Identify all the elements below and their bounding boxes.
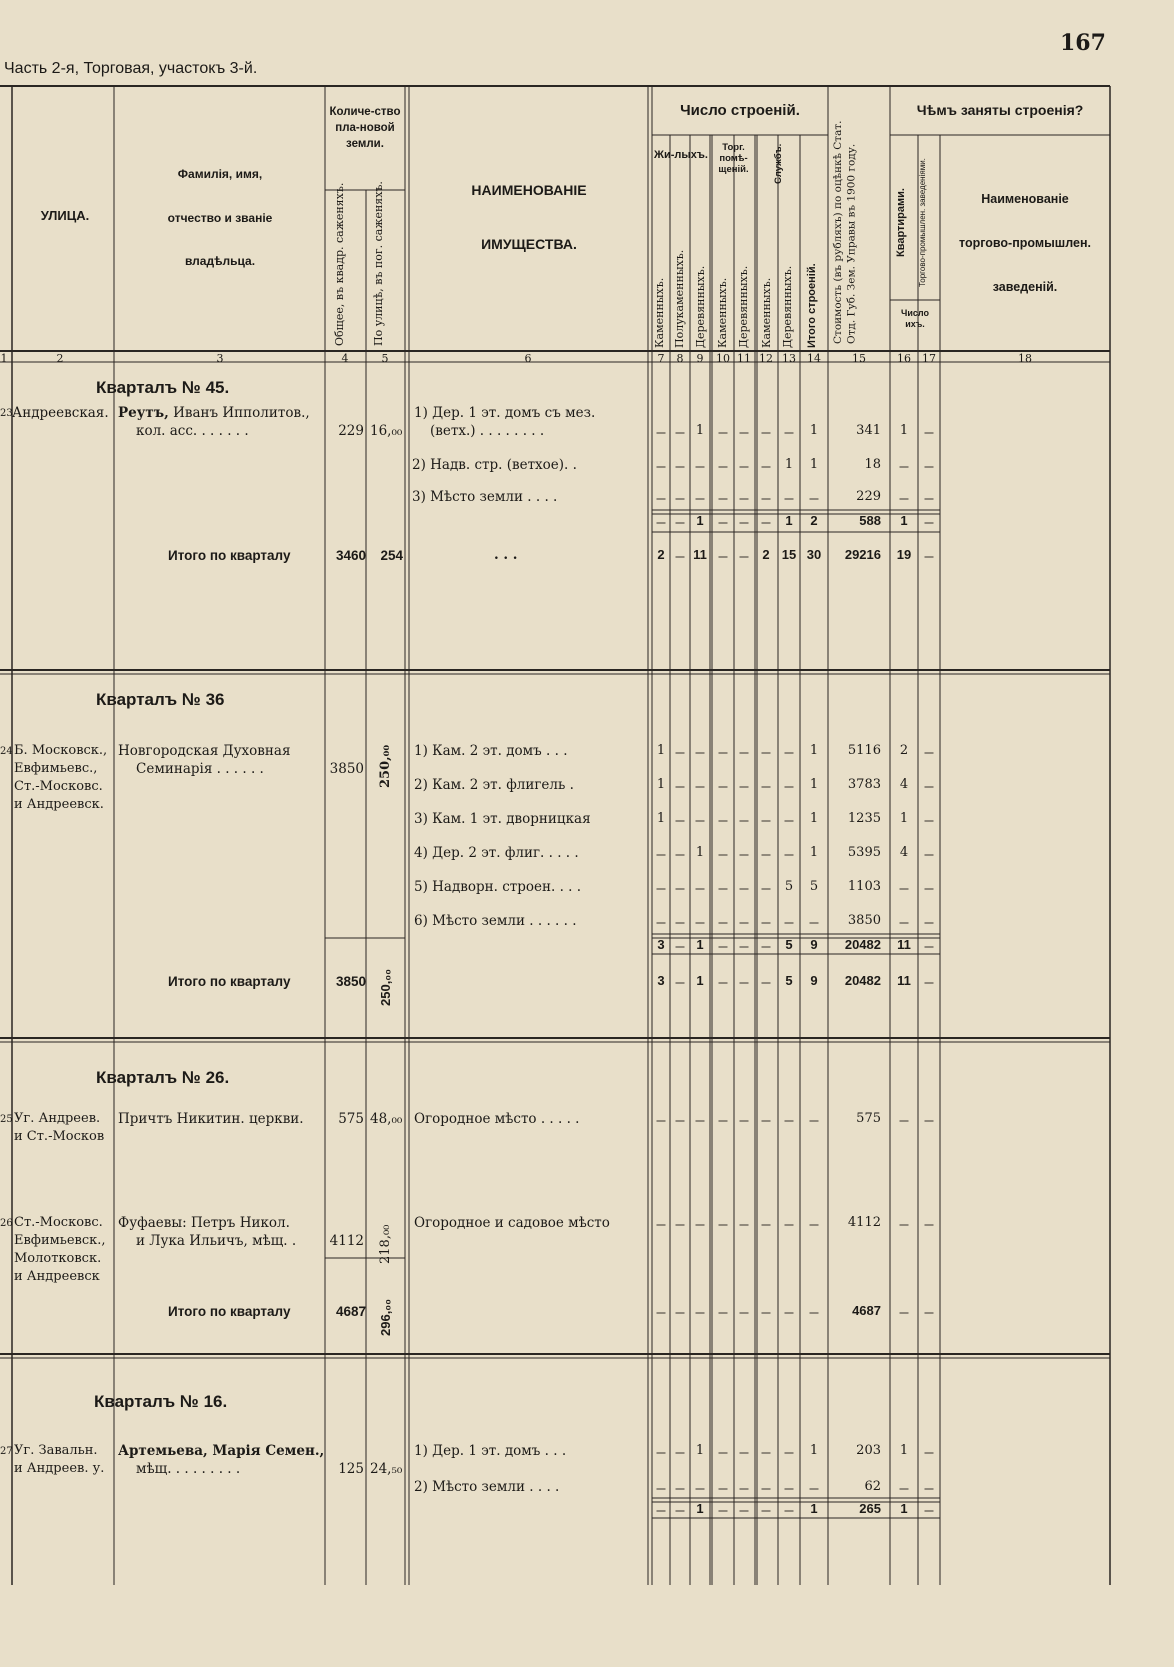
k45-row-no: 23 xyxy=(0,408,13,419)
count-cell: 1 xyxy=(900,513,908,528)
header-buildings-group: Число строеній. xyxy=(680,102,800,119)
column-number: 17 xyxy=(922,352,936,365)
count-cell: 1 xyxy=(696,937,704,952)
count-cell: 30 xyxy=(806,547,822,562)
column-number: 11 xyxy=(737,352,751,365)
value-cell: 1103 xyxy=(847,879,881,894)
header-trade: Торг. помѣ-щеній. xyxy=(718,142,749,175)
column-number: 5 xyxy=(381,352,389,365)
column-number: 8 xyxy=(676,352,684,365)
k45-owner-line1 xyxy=(118,406,310,422)
k36-item: 3) Кам. 1 эт. дворницкая xyxy=(414,811,591,827)
header-land-street: По улицѣ, въ пог. саженяхъ. xyxy=(372,181,385,346)
count-cell: 11 xyxy=(897,973,911,988)
header-wooden1: Деревянныхъ. xyxy=(694,265,707,348)
value-cell: 575 xyxy=(856,1111,881,1126)
k26-total-street: 296,₀₀ xyxy=(378,1298,393,1336)
header-residential: Жи-лыхъ. xyxy=(654,149,708,161)
k16-street-len: 24,₅₀ xyxy=(370,1461,403,1477)
header-stone3: Каменныхъ. xyxy=(760,277,773,348)
k16-land: 125 xyxy=(338,1461,364,1477)
street-line: и Андреевск. xyxy=(14,797,104,812)
street-line: Молотковск. xyxy=(14,1251,102,1266)
value-cell: 203 xyxy=(856,1443,881,1458)
street-line: Ст.-Московс. xyxy=(14,1215,103,1230)
street-line: Евфимьевс., xyxy=(14,761,98,776)
column-number: 15 xyxy=(852,352,866,365)
count-cell: 1 xyxy=(656,811,666,826)
value-cell: 18 xyxy=(864,457,881,472)
count-cell: 1 xyxy=(784,457,794,472)
value-cell: 588 xyxy=(859,513,881,528)
k26-row2-no: 26 xyxy=(0,1218,13,1229)
count-cell: 1 xyxy=(810,1501,818,1516)
header-wooden2: Деревянныхъ. xyxy=(737,265,750,348)
header-value: Стоимость (въ рубляхъ) по оцѣнкѣ Стат. Отд. Губ. Зем. Управы въ 1900 году. xyxy=(832,120,858,344)
kvartal-36-title: Кварталъ № 36 xyxy=(96,690,225,709)
k45-owner-rest: Иванъ Ипполитов., xyxy=(173,405,310,421)
count-cell: 5 xyxy=(785,973,793,988)
count-cell: 2 xyxy=(899,743,909,758)
column-number: 3 xyxy=(216,352,224,365)
street-line: Уг. Завальн. xyxy=(14,1443,98,1458)
header-property-line1: НАИМЕНОВАНІЕ xyxy=(471,182,587,198)
k26-total-label: Итого по кварталу xyxy=(168,1304,291,1319)
header-occupied-group: Чѣмъ заняты строенія? xyxy=(916,102,1084,118)
count-cell: 1 xyxy=(809,811,819,826)
value-cell: 229 xyxy=(856,489,881,504)
column-number: 18 xyxy=(1018,352,1032,365)
k26-row2-land: 4112 xyxy=(329,1233,364,1249)
header-street: УЛИЦА. xyxy=(40,208,90,223)
value-cell: 5395 xyxy=(847,845,881,860)
column-number: 6 xyxy=(524,352,532,365)
k16-item: 1) Дер. 1 эт. домъ . . . xyxy=(414,1443,567,1459)
count-cell: 1 xyxy=(809,423,819,438)
column-number: 12 xyxy=(759,352,773,365)
k16-row-no: 27 xyxy=(0,1446,13,1457)
count-cell: 9 xyxy=(810,937,818,952)
page-header: Часть 2-я, Торговая, участокъ 3-й. xyxy=(4,60,258,77)
street-line: Ст.-Московс. xyxy=(14,779,103,794)
k45-total-street: 254 xyxy=(380,548,403,563)
header-semistone: Полукаменныхъ. xyxy=(673,249,686,348)
k16-item: 2) Мѣсто земли . . . . xyxy=(414,1479,560,1495)
k26-row2-item: Огородное и садовое мѣсто xyxy=(414,1215,610,1231)
count-cell: 5 xyxy=(785,937,793,952)
k26-row1-land: 575 xyxy=(338,1111,364,1127)
column-number: 7 xyxy=(657,352,665,365)
count-cell: 1 xyxy=(696,1501,704,1516)
header-owner-line2: отчество и званіе xyxy=(167,211,273,225)
header-count: Число ихъ. xyxy=(901,308,929,329)
header-est-name-line2: торгово-промышлен. xyxy=(959,236,1091,250)
k45-land: 229 xyxy=(338,423,364,439)
k45-item2: 2) Надв. стр. (ветхое). . xyxy=(412,457,577,473)
column-number: 1 xyxy=(0,352,8,365)
count-cell: 1 xyxy=(899,423,909,438)
street-line: Уг. Андреев. xyxy=(14,1111,101,1126)
value-cell: 20482 xyxy=(844,937,881,952)
kvartal-45-title: Кварталъ № 45. xyxy=(96,378,230,397)
k16-owner-line2: мѣщ. . . . . . . . . xyxy=(136,1461,241,1477)
k26-row1-owner: Причтъ Никитин. церкви. xyxy=(118,1111,304,1127)
count-cell: 1 xyxy=(809,1443,819,1458)
count-cell: 11 xyxy=(897,937,911,952)
count-cell: 1 xyxy=(696,513,704,528)
count-cell: 1 xyxy=(809,457,819,472)
k36-item: 6) Мѣсто земли . . . . . . xyxy=(414,913,577,929)
k45-total-label: Итого по кварталу xyxy=(168,548,291,563)
street-line: и Андреев. у. xyxy=(14,1461,105,1476)
k36-owner-line2: Семинарія . . . . . . xyxy=(136,761,264,777)
k26-row2-owner-line1: Фуфаевы: Петръ Никол. xyxy=(118,1215,290,1231)
value-cell: 4112 xyxy=(847,1215,881,1230)
count-cell: 5 xyxy=(784,879,794,894)
value-cell: 341 xyxy=(856,423,881,438)
k45-item1-line2: (ветх.) . . . . . . . . xyxy=(430,423,545,439)
value-cell: 29216 xyxy=(844,547,881,562)
k26-row2-street-len: 218,₀₀ xyxy=(378,1224,393,1264)
header-trade-establishments: Торгово-промышлен. заведеніями. xyxy=(918,158,927,288)
value-cell: 3850 xyxy=(847,913,881,928)
value-cell: 1235 xyxy=(847,811,881,826)
k36-total-street: 250,₀₀ xyxy=(378,968,393,1006)
k36-item: 1) Кам. 2 эт. домъ . . . xyxy=(414,743,568,759)
count-cell: 1 xyxy=(695,845,705,860)
k26-row1-item: Огородное мѣсто . . . . . xyxy=(414,1111,580,1127)
k36-total-label: Итого по кварталу xyxy=(168,974,291,989)
k36-land: 3850 xyxy=(329,761,364,777)
column-number: 13 xyxy=(782,352,796,365)
count-cell: 2 xyxy=(657,547,665,562)
value-cell: 62 xyxy=(864,1479,881,1494)
count-cell: 1 xyxy=(899,811,909,826)
count-cell: 3 xyxy=(657,937,665,952)
value-cell: 3783 xyxy=(847,777,881,792)
k36-item: 2) Кам. 2 эт. флигель . xyxy=(414,777,574,793)
k45-total-land: 3460 xyxy=(335,548,366,563)
count-cell: 19 xyxy=(896,547,912,562)
column-number: 2 xyxy=(56,352,64,365)
kvartal-26-title: Кварталъ № 26. xyxy=(96,1068,230,1087)
header-land-group: Количе-ство пла-новой земли. xyxy=(329,106,401,151)
street-line: и Ст.-Москов xyxy=(14,1129,105,1144)
count-cell: 3 xyxy=(657,973,665,988)
column-number: 4 xyxy=(341,352,349,365)
page-number: 167 xyxy=(1060,30,1106,56)
column-number: 9 xyxy=(696,352,704,365)
header-stone1: Каменныхъ. xyxy=(653,277,666,348)
header-service: Службъ. xyxy=(773,143,784,185)
value-cell: 4687 xyxy=(852,1303,881,1318)
k36-owner-line1: Новгородская Духовная xyxy=(118,743,291,759)
k36-total-land: 3850 xyxy=(335,974,366,989)
count-cell: 1 xyxy=(809,743,819,758)
header-owner-line1: Фамилія, имя, xyxy=(177,167,263,181)
count-cell: 4 xyxy=(899,777,909,792)
k36-item: 4) Дер. 2 эт. флиг. . . . . xyxy=(414,845,579,861)
k45-owner-surname: Реутъ, xyxy=(118,405,169,421)
header-stone2: Каменныхъ. xyxy=(716,277,729,348)
count-cell: 1 xyxy=(809,845,819,860)
header-est-name-line1: Наименованіе xyxy=(981,192,1069,206)
k45-item3: 3) Мѣсто земли . . . . xyxy=(412,489,558,505)
count-cell: 9 xyxy=(810,973,818,988)
count-cell: 2 xyxy=(762,547,770,562)
street-line: Б. Московск., xyxy=(14,743,108,758)
count-cell: 15 xyxy=(781,547,797,562)
column-number: 10 xyxy=(716,352,730,365)
value-cell: 20482 xyxy=(844,973,881,988)
k45-item1-line1: 1) Дер. 1 эт. домъ съ мез. xyxy=(414,405,596,421)
count-cell: 1 xyxy=(809,777,819,792)
k45-total-dots: . . . xyxy=(494,547,518,563)
header-owner-line3: владѣльца. xyxy=(184,254,256,268)
header-apartments: Квартирами. xyxy=(895,188,907,258)
k16-owner-line1: Артемьева, Марія Семен., xyxy=(118,1443,325,1459)
k26-row1-street-len: 48,₀₀ xyxy=(370,1111,403,1127)
street-line: и Андреевск xyxy=(14,1269,100,1284)
count-cell: 5 xyxy=(809,879,819,894)
k36-row-no: 24 xyxy=(0,746,13,757)
k26-row1-no: 25 xyxy=(0,1114,13,1125)
k26-total-land: 4687 xyxy=(335,1304,366,1319)
header-est-name-line3: заведеній. xyxy=(992,280,1058,294)
count-cell: 1 xyxy=(696,973,704,988)
k36-street-len: 250,₀₀ xyxy=(378,744,393,788)
count-cell: 1 xyxy=(656,777,666,792)
value-cell: 5116 xyxy=(847,743,881,758)
count-cell: 1 xyxy=(785,513,793,528)
column-number: 14 xyxy=(807,352,821,365)
count-cell: 2 xyxy=(810,513,818,528)
count-cell: 1 xyxy=(695,423,705,438)
count-cell: 1 xyxy=(900,1501,908,1516)
header-wooden3: Деревянныхъ. xyxy=(781,265,794,348)
k45-street-len: 16,₀₀ xyxy=(370,423,403,439)
count-cell: 1 xyxy=(899,1443,909,1458)
k36-item: 5) Надворн. строен. . . . xyxy=(414,879,582,895)
count-cell: 1 xyxy=(695,1443,705,1458)
count-cell: 4 xyxy=(899,845,909,860)
header-land-total: Общее, въ квадр. саженяхъ. xyxy=(333,182,346,346)
column-number: 16 xyxy=(897,352,911,365)
count-cell: 1 xyxy=(656,743,666,758)
k26-row2-owner-line2: и Лука Ильичъ, мѣщ. . xyxy=(136,1233,297,1249)
street-line: Евфимьевск., xyxy=(14,1233,106,1248)
k45-owner-line2: кол. асс. . . . . . . xyxy=(136,423,249,439)
k45-street: Андреевская. xyxy=(12,405,109,421)
header-value-wrap xyxy=(832,104,888,348)
header-total-buildings: Итого строеній. xyxy=(806,263,818,348)
kvartal-16-title: Кварталъ № 16. xyxy=(94,1392,228,1411)
value-cell: 265 xyxy=(859,1501,881,1516)
count-cell: 11 xyxy=(693,547,707,562)
header-property-line2: ИМУЩЕСТВА. xyxy=(481,236,577,252)
